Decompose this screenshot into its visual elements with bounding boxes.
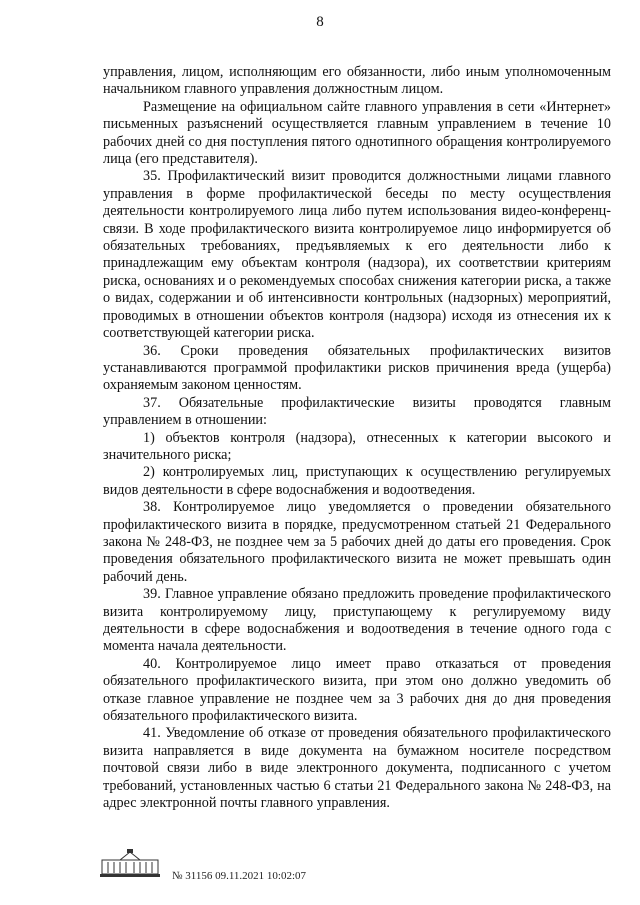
paragraph-37-item-2: 2) контролируемых лиц, приступающих к осуществлению регулируемых видов деятельности в сфере водоснабжения и водоотведения. [103, 464, 611, 498]
document-body [103, 64, 611, 812]
registration-footer [100, 848, 520, 898]
paragraph-39: 39. Главное управление обязано предложить проведение профилактического визита контролируемому лицу, приступающему к регулируемому виду деятельности в сфере водоснабжения и водоотведения в течение одного года с момента начала деятельности. [103, 586, 611, 655]
paragraph-internet-publication: Размещение на официальном сайте главного управления в сети «Интернет» письменных разъяснений осуществляется главным управлением в течение 10 рабочих дней со дня поступления пятого однотипного обращения контролируемого лица (его представителя). [103, 98, 611, 168]
page-number: 8 [316, 14, 324, 30]
paragraph-41: 41. Уведомление об отказе от проведения обязательного профилактического визита направляется в виде документа на бумажном носителе посредством почтовой связи либо в виде электронного документа, подписанного с учетом требований, установленных частью 6 статьи 21 Федерального закона № 248-ФЗ, на адрес электронной почты главного управления. [103, 725, 611, 812]
paragraph-37-item-1: 1) объектов контроля (надзора), отнесенных к категории высокого и значительного риска; [103, 429, 611, 463]
paragraph-continuation: управления, лицом, исполняющим его обязанности, либо иным уполномоченным начальником главного управления должностным лицом. [103, 64, 611, 98]
building-seal-icon [100, 848, 160, 878]
paragraph-36: 36. Сроки проведения обязательных профилактических визитов устанавливаются программой профилактики рисков причинения вреда (ущерба) охраняемым законом ценностям. [103, 342, 611, 394]
paragraph-38: 38. Контролируемое лицо уведомляется о проведении обязательного профилактического визита в порядке, предусмотренном статьей 21 Федерального закона № 248-ФЗ, не позднее чем за 5 рабочих дней до даты его проведения. Срок проведения обязательного профилактического визита не может превышать один рабочий день. [103, 499, 611, 585]
paragraph-35: 35. Профилактический визит проводится должностными лицами главного управления в форме профилактической беседы по месту осуществления деятельности контролируемого лица либо путем использования видео-конференц-связи. В ходе профилактического визита контролируемое лицо информируется об обязательных требованиях, предъявляемых к его деятельности либо к принадлежащим ему объектам контроля (надзора), их соответствии критериям риска, основаниях и о рекомендуемых способах снижения категории риска, а также о видах, содержании и об интенсивности контрольных (надзорных) мероприятий, проводимых в отношении объектов контроля (надзора) исходя из отнесения их к соответствующей категории риска. [103, 168, 611, 342]
paragraph-37: 37. Обязательные профилактические визиты проводятся главным управлением в отношении: [103, 394, 611, 429]
registration-stamp: № 31156 09.11.2021 10:02:07 [172, 870, 307, 882]
paragraph-40: 40. Контролируемое лицо имеет право отказаться от проведения обязательного профилактического визита, при этом оно должно уведомить об отказе главное управление не позднее чем за 3 рабочих дня до дня проведения обязательного профилактического визита. [103, 655, 611, 725]
